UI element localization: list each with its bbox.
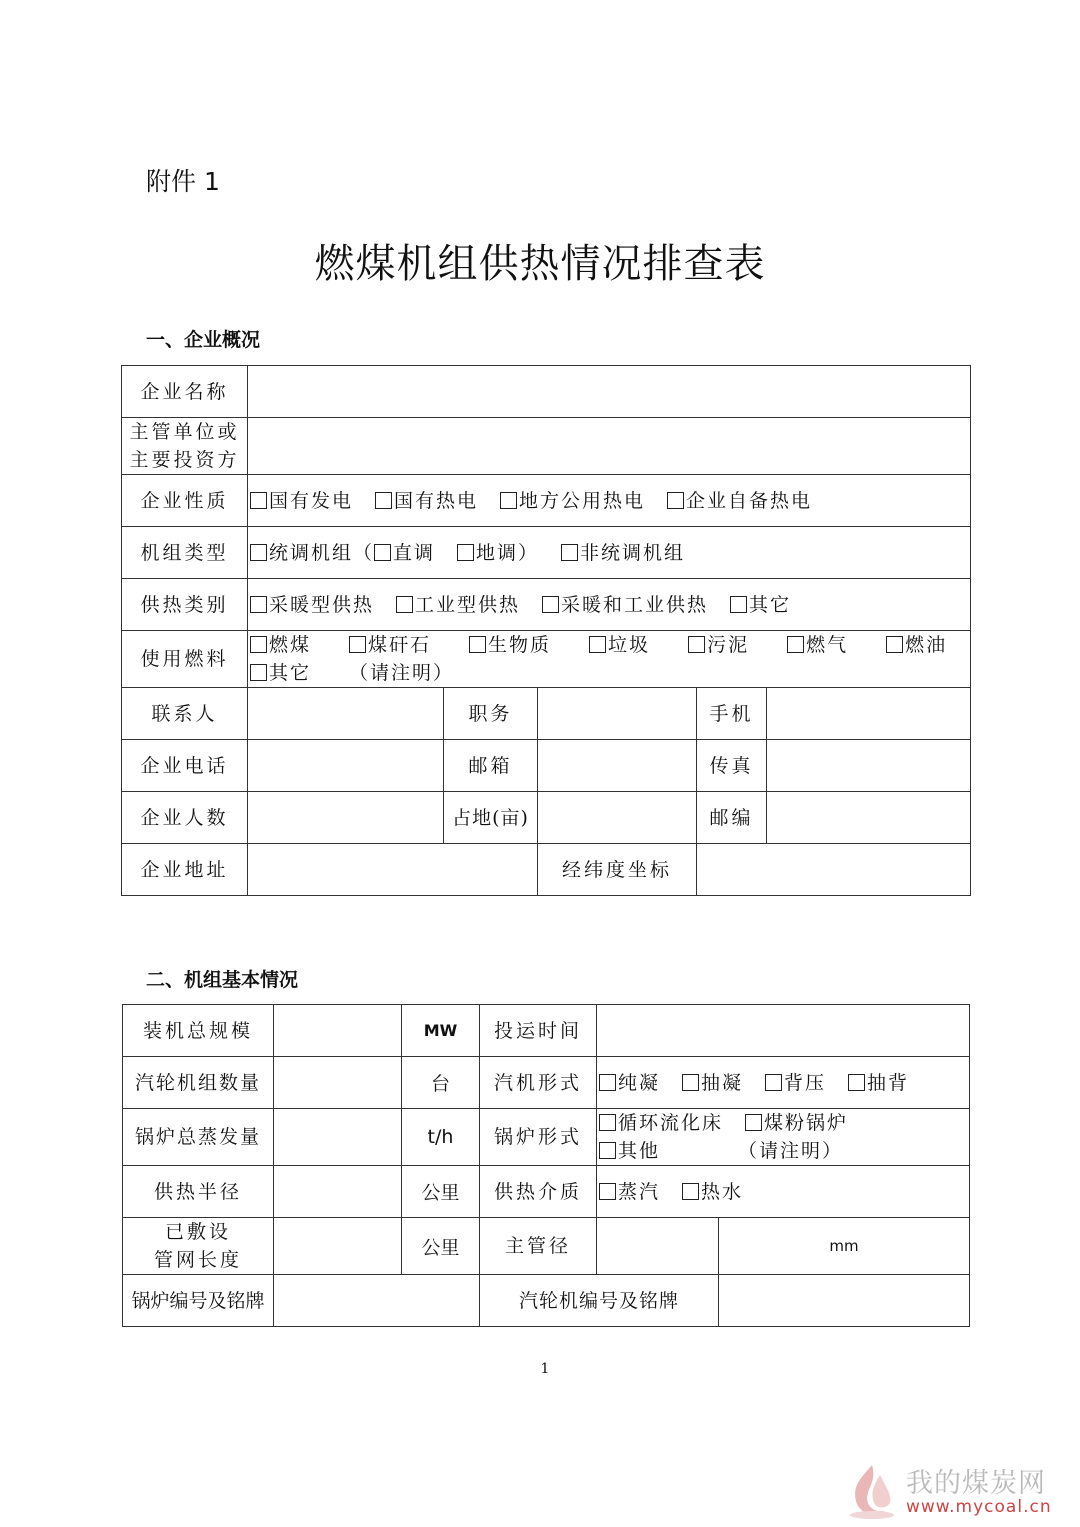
capacity-input[interactable] — [274, 1005, 402, 1057]
medium-option-2: 热水 — [701, 1180, 744, 1203]
turbine-form-checkbox-4[interactable] — [848, 1074, 865, 1091]
turbine-count-input[interactable] — [274, 1057, 402, 1109]
nature-option-2: 国有热电 — [394, 489, 479, 512]
fuel-checkbox-3[interactable] — [469, 636, 486, 653]
fax-input[interactable] — [767, 740, 971, 792]
boiler-steam-unit: t/h — [402, 1109, 480, 1166]
capacity-label: 装机总规模 — [123, 1005, 274, 1057]
fuel-checkbox-7[interactable] — [886, 636, 903, 653]
heat-type-checkbox-2[interactable] — [396, 596, 413, 613]
watermark-url: www.mycoal.cn — [906, 1497, 1052, 1517]
fuel-checkbox-4[interactable] — [589, 636, 606, 653]
phone-label: 企业电话 — [122, 740, 248, 792]
fax-label: 传真 — [697, 740, 767, 792]
supervisor-label-line2: 主要投资方 — [129, 449, 240, 471]
boiler-form-checkbox-3[interactable] — [599, 1142, 616, 1159]
unit-type-option-2: 直调 — [393, 541, 436, 564]
supervisor-input[interactable] — [248, 418, 971, 475]
boiler-form-note: （请注明） — [738, 1140, 844, 1162]
heat-type-label: 供热类别 — [122, 579, 248, 631]
capacity-unit: MW — [402, 1005, 480, 1057]
fuel-checkbox-2[interactable] — [349, 636, 366, 653]
area-input[interactable] — [538, 792, 697, 844]
heat-type-option-2: 工业型供热 — [415, 593, 521, 616]
boiler-form-checkbox-1[interactable] — [599, 1114, 616, 1131]
fuel-option-6: 燃气 — [806, 634, 849, 656]
network-length-label-line2: 管网长度 — [153, 1249, 242, 1271]
turbine-form-checkbox-2[interactable] — [682, 1074, 699, 1091]
flame-logo-icon — [844, 1461, 900, 1521]
coordinates-label: 经纬度坐标 — [538, 844, 697, 896]
radius-unit: 公里 — [402, 1166, 480, 1218]
heat-type-checkbox-1[interactable] — [250, 596, 267, 613]
address-label: 企业地址 — [122, 844, 248, 896]
turbine-form-option-4: 抽背 — [867, 1071, 910, 1094]
heat-type-checkbox-3[interactable] — [542, 596, 559, 613]
company-name-input[interactable] — [248, 366, 971, 418]
unit-type-checkbox-2[interactable] — [374, 544, 391, 561]
network-length-label — [123, 1218, 274, 1275]
main-pipe-input[interactable] — [597, 1218, 719, 1275]
postcode-input[interactable] — [767, 792, 971, 844]
fuel-note: （请注明） — [349, 662, 455, 684]
unit-type-options — [248, 527, 971, 579]
fuel-option-5: 污泥 — [707, 634, 750, 656]
fuel-checkbox-5[interactable] — [688, 636, 705, 653]
fuel-checkbox-6[interactable] — [787, 636, 804, 653]
fuel-option-7: 燃油 — [905, 634, 948, 656]
fuel-label: 使用燃料 — [122, 631, 248, 688]
heat-type-options — [248, 579, 971, 631]
fuel-option-3: 生物质 — [488, 634, 552, 656]
fuel-options — [248, 631, 971, 688]
unit-type-checkbox-1[interactable] — [250, 544, 267, 561]
boiler-form-options — [597, 1109, 970, 1166]
network-length-label-line1: 已敷设 — [164, 1221, 231, 1243]
heat-type-option-3: 采暖和工业供热 — [561, 593, 709, 616]
turbine-form-option-2: 抽凝 — [701, 1071, 744, 1094]
position-label: 职务 — [444, 688, 538, 740]
unit-basic-table — [122, 1004, 970, 1327]
commission-input[interactable] — [597, 1005, 970, 1057]
boiler-form-option-3: 其他 — [618, 1140, 661, 1162]
heat-type-option-1: 采暖型供热 — [269, 593, 375, 616]
unit-type-checkbox-4[interactable] — [561, 544, 578, 561]
supervisor-label-line1: 主管单位或 — [129, 421, 240, 443]
turbine-no-input[interactable] — [719, 1275, 970, 1327]
nature-option-4: 企业自备热电 — [686, 489, 813, 512]
contact-input[interactable] — [248, 688, 444, 740]
unit-type-option-3: 地调） — [476, 541, 540, 564]
mobile-label: 手机 — [697, 688, 767, 740]
unit-type-option-4: 非统调机组 — [580, 541, 686, 564]
heat-type-checkbox-4[interactable] — [730, 596, 747, 613]
staff-label: 企业人数 — [122, 792, 248, 844]
attachment-label: 附件 1 — [146, 167, 220, 196]
page-number: 1 — [540, 1361, 550, 1377]
mobile-input[interactable] — [767, 688, 971, 740]
commission-label: 投运时间 — [480, 1005, 597, 1057]
section2-heading: 二、机组基本情况 — [146, 969, 299, 991]
boiler-steam-label: 锅炉总蒸发量 — [123, 1109, 274, 1166]
fuel-checkbox-1[interactable] — [250, 636, 267, 653]
boiler-form-checkbox-2[interactable] — [745, 1114, 762, 1131]
company-overview-table — [121, 365, 971, 896]
nature-checkbox-4[interactable] — [667, 492, 684, 509]
fuel-option-1: 燃煤 — [269, 634, 312, 656]
nature-option-3: 地方公用热电 — [519, 489, 646, 512]
email-input[interactable] — [538, 740, 697, 792]
page-title: 燃煤机组供热情况排查表 — [314, 241, 766, 287]
email-label: 邮箱 — [444, 740, 538, 792]
nature-checkbox-2[interactable] — [375, 492, 392, 509]
boiler-form-option-1: 循环流化床 — [618, 1112, 724, 1134]
unit-type-checkbox-3[interactable] — [457, 544, 474, 561]
boiler-form-label: 锅炉形式 — [480, 1109, 597, 1166]
contact-label: 联系人 — [122, 688, 248, 740]
nature-checkbox-3[interactable] — [500, 492, 517, 509]
medium-label: 供热介质 — [480, 1166, 597, 1218]
area-label: 占地(亩) — [444, 792, 538, 844]
heat-type-option-4: 其它 — [749, 593, 792, 616]
coordinates-input[interactable] — [697, 844, 971, 896]
watermark-text: 我的煤炭网 — [906, 1468, 1046, 1499]
supervisor-label — [122, 418, 248, 475]
address-input[interactable] — [248, 844, 538, 896]
company-name-label: 企业名称 — [122, 366, 248, 418]
position-input[interactable] — [538, 688, 697, 740]
medium-checkbox-1[interactable] — [599, 1183, 616, 1200]
unit-type-label: 机组类型 — [122, 527, 248, 579]
turbine-form-option-3: 背压 — [784, 1071, 827, 1094]
turbine-no-label: 汽轮机编号及铭牌 — [480, 1275, 719, 1327]
turbine-count-unit: 台 — [402, 1057, 480, 1109]
main-pipe-unit: mm — [719, 1218, 970, 1275]
medium-option-1: 蒸汽 — [618, 1180, 661, 1203]
radius-label: 供热半径 — [123, 1166, 274, 1218]
nature-checkbox-1[interactable] — [250, 492, 267, 509]
section1-heading: 一、企业概况 — [146, 329, 261, 351]
turbine-form-label: 汽机形式 — [480, 1057, 597, 1109]
turbine-count-label: 汽轮机组数量 — [123, 1057, 274, 1109]
fuel-option-other: 其它 — [269, 662, 312, 684]
fuel-checkbox-other[interactable] — [250, 664, 267, 681]
postcode-label: 邮编 — [697, 792, 767, 844]
nature-label: 企业性质 — [122, 475, 248, 527]
network-length-input[interactable] — [274, 1218, 402, 1275]
fuel-option-4: 垃圾 — [608, 634, 651, 656]
turbine-form-option-1: 纯凝 — [618, 1071, 661, 1094]
turbine-form-checkbox-3[interactable] — [765, 1074, 782, 1091]
unit-type-option-1: 统调机组（ — [269, 541, 375, 564]
medium-options — [597, 1166, 970, 1218]
turbine-form-checkbox-1[interactable] — [599, 1074, 616, 1091]
network-length-unit: 公里 — [402, 1218, 480, 1275]
boiler-form-option-2: 煤粉锅炉 — [764, 1112, 849, 1134]
staff-input[interactable] — [248, 792, 444, 844]
nature-options — [248, 475, 971, 527]
fuel-option-2: 煤矸石 — [368, 634, 432, 656]
radius-input[interactable] — [274, 1166, 402, 1218]
watermark — [836, 1455, 1076, 1525]
main-pipe-label: 主管径 — [480, 1218, 597, 1275]
medium-checkbox-2[interactable] — [682, 1183, 699, 1200]
turbine-form-options — [597, 1057, 970, 1109]
phone-input[interactable] — [248, 740, 444, 792]
nature-option-1: 国有发电 — [269, 489, 354, 512]
boiler-no-input[interactable] — [274, 1275, 480, 1327]
boiler-no-label: 锅炉编号及铭牌 — [123, 1275, 274, 1327]
boiler-steam-input[interactable] — [274, 1109, 402, 1166]
